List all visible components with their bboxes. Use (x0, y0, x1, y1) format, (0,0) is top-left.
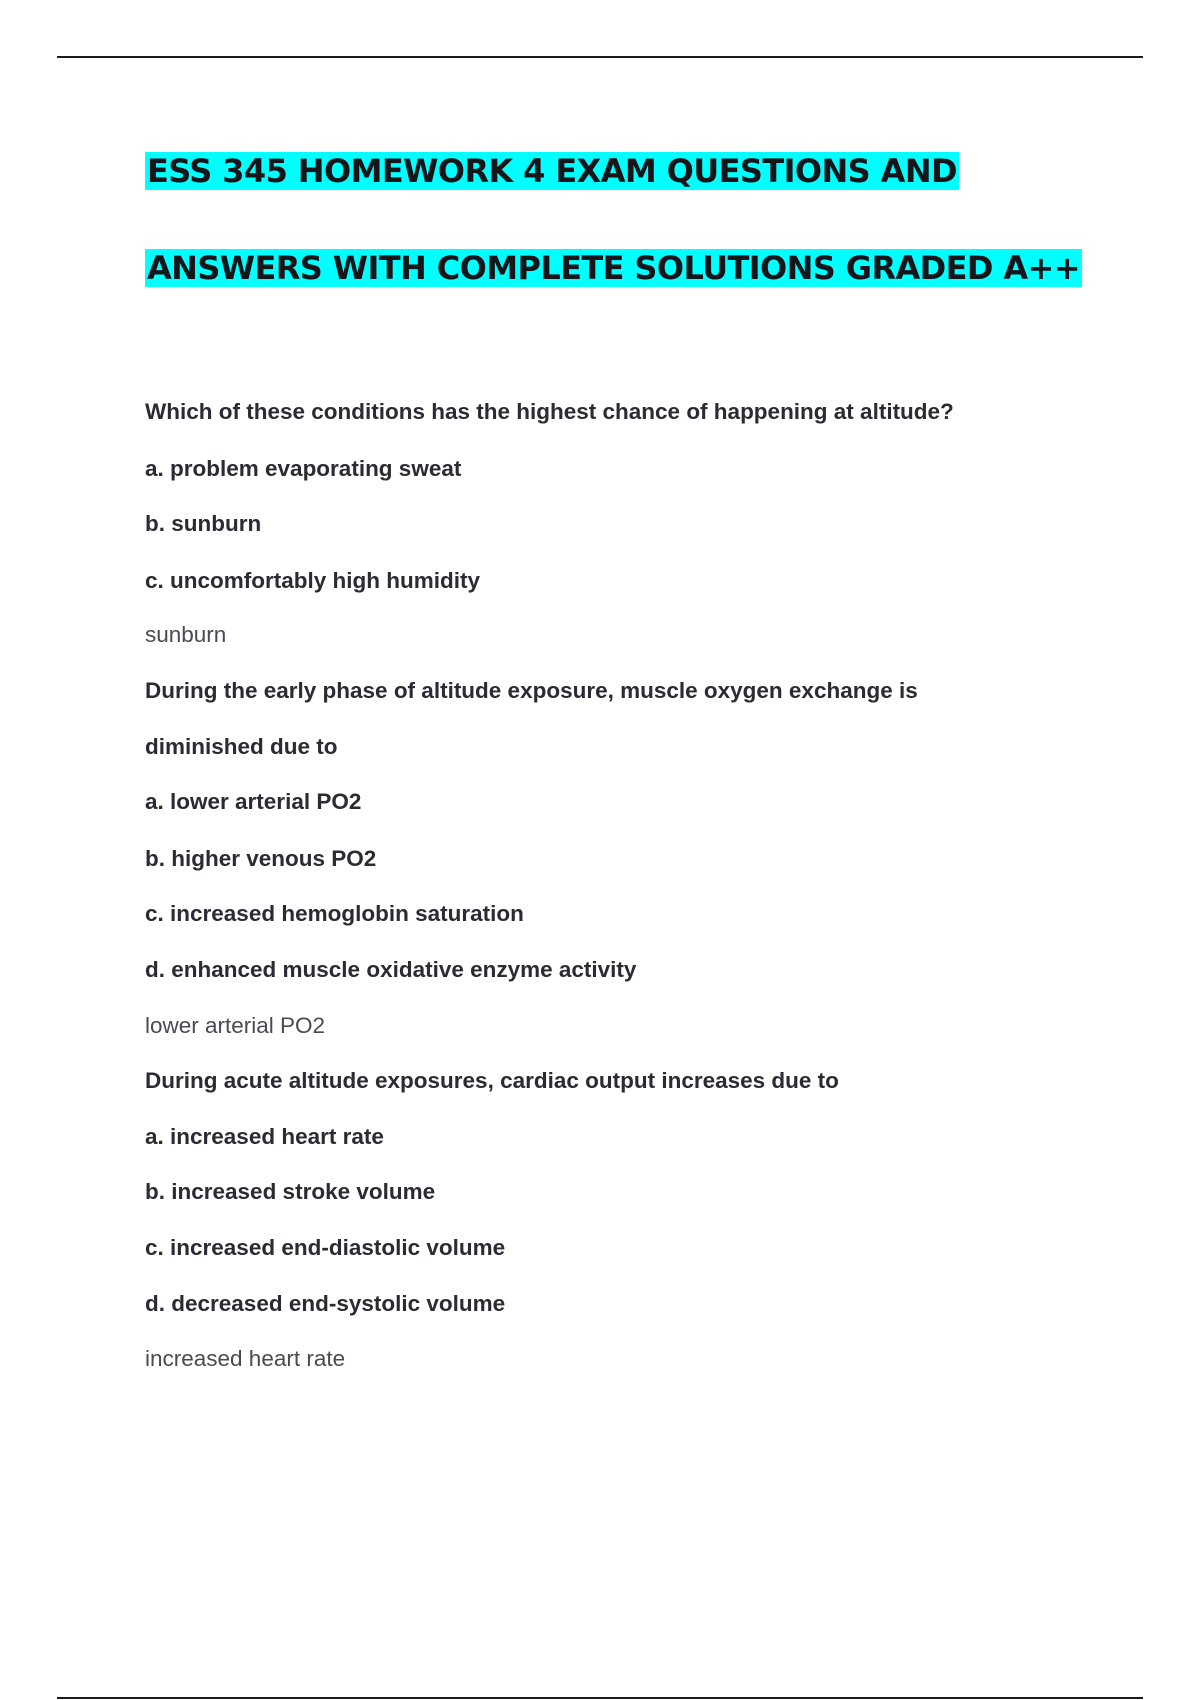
title-highlight: ANSWERS WITH COMPLETE SOLUTIONS GRADED A++ (147, 249, 1080, 287)
question-3-answer: increased heart rate (145, 1346, 346, 1371)
question-1-text: Which of these conditions has the highest chance of happening at altitude? (145, 399, 954, 424)
question-1-option-a: a. problem evaporating sweat (145, 456, 462, 481)
question-1-option-c: c. uncomfortably high humidity (145, 568, 481, 593)
question-3-text: During acute altitude exposures, cardiac output increases due to (145, 1068, 839, 1093)
question-1-answer: sunburn (145, 622, 227, 647)
footer-rule (57, 1697, 1143, 1699)
question-2-option-a: a. lower arterial PO2 (145, 789, 362, 814)
header-rule (57, 56, 1143, 58)
question-2-option-b: b. higher venous PO2 (145, 846, 377, 871)
question-3-option-d: d. decreased end-systolic volume (145, 1291, 506, 1316)
question-1-option-b: b. sunburn (145, 511, 262, 536)
question-2-text-line-1: During the early phase of altitude exposure, muscle oxygen exchange is (145, 678, 918, 703)
question-3-option-a: a. increased heart rate (145, 1124, 384, 1149)
question-3-option-c: c. increased end-diastolic volume (145, 1235, 506, 1260)
question-3-option-b: b. increased stroke volume (145, 1179, 436, 1204)
document-title-line-1 (145, 146, 959, 196)
title-highlight: ESS 345 HOMEWORK 4 EXAM QUESTIONS AND (147, 152, 957, 190)
question-2-option-c: c. increased hemoglobin saturation (145, 901, 524, 926)
question-2-option-d: d. enhanced muscle oxidative enzyme activity (145, 957, 637, 982)
question-2-answer: lower arterial PO2 (145, 1013, 326, 1038)
document-title-line-2 (145, 243, 1082, 293)
question-2-text-line-2: diminished due to (145, 734, 338, 759)
